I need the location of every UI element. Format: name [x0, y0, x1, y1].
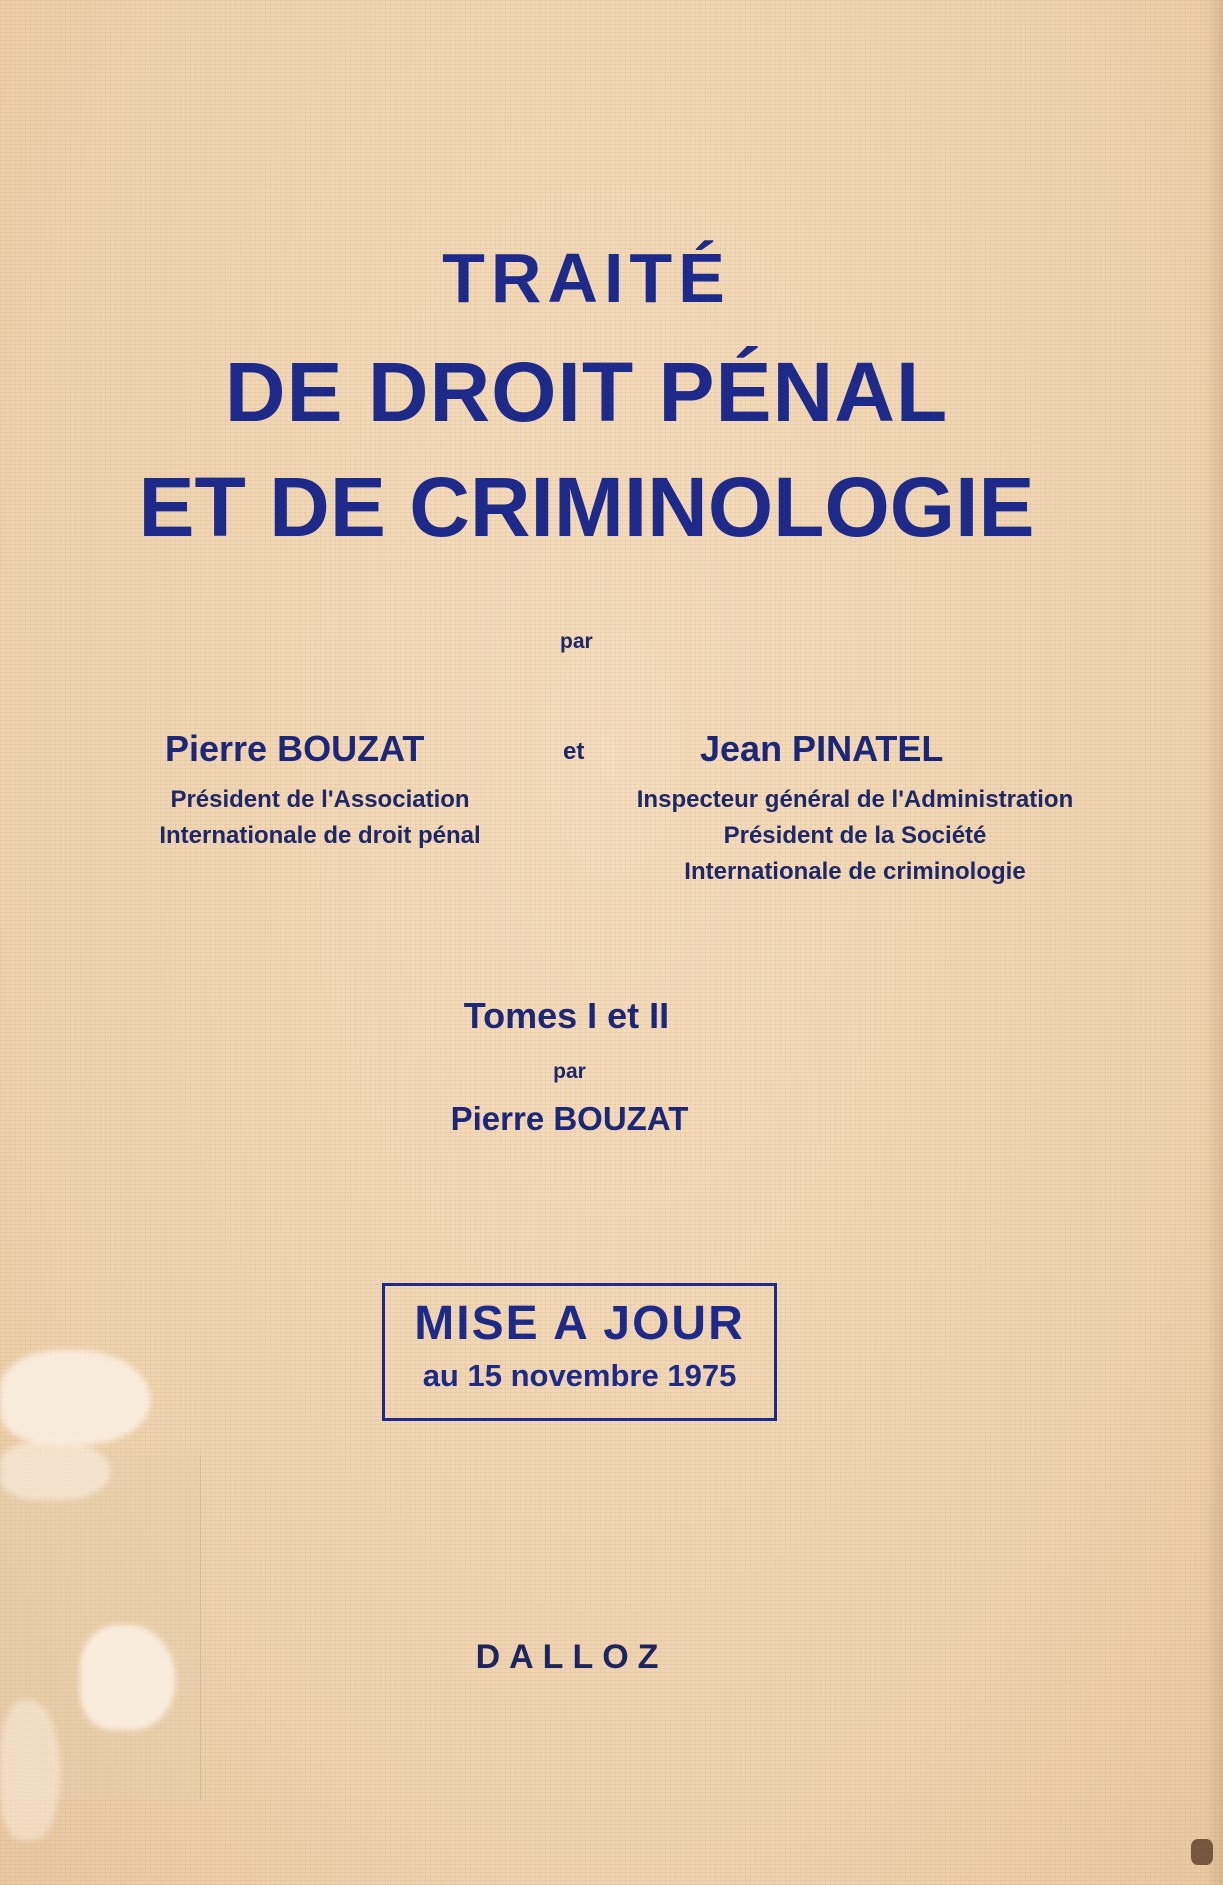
title-line-1: TRAITÉ: [442, 239, 731, 317]
author-2-role-line: Inspecteur général de l'Administration: [636, 786, 1074, 813]
author-1-role-line: Internationale de droit pénal: [159, 822, 481, 849]
author-2-role-line: Internationale de criminologie: [684, 858, 1026, 885]
author-1-role-line: Président de l'Association: [170, 786, 470, 813]
worn-patch: [0, 1350, 150, 1445]
volumes-by-label: par: [553, 1060, 586, 1083]
title-line-2: DE DROIT PÉNAL: [224, 345, 949, 439]
update-date: au 15 novembre 1975: [422, 1358, 737, 1393]
author-2-name: Jean PINATEL: [700, 728, 944, 769]
author-1-roles: [100, 782, 540, 854]
by-label: par: [560, 630, 593, 653]
author-2-role-line: Président de la Société: [723, 822, 987, 849]
worn-patch: [0, 1700, 60, 1840]
corner-stain: [1191, 1839, 1213, 1865]
volumes-label: Tomes I et II: [463, 995, 670, 1036]
author-2-roles: [575, 782, 1135, 890]
author-1-name: Pierre BOUZAT: [165, 728, 425, 769]
update-stamp-box: [382, 1283, 777, 1421]
update-title: MISE A JOUR: [414, 1297, 745, 1350]
publisher-name: DALLOZ: [475, 1638, 668, 1676]
worn-patch: [0, 1440, 110, 1500]
title-line-3: ET DE CRIMINOLOGIE: [138, 460, 1035, 554]
volumes-author: Pierre BOUZAT: [450, 1100, 689, 1137]
spine-edge-shadow: [1205, 0, 1223, 1885]
author-conjunction: et: [563, 738, 585, 765]
